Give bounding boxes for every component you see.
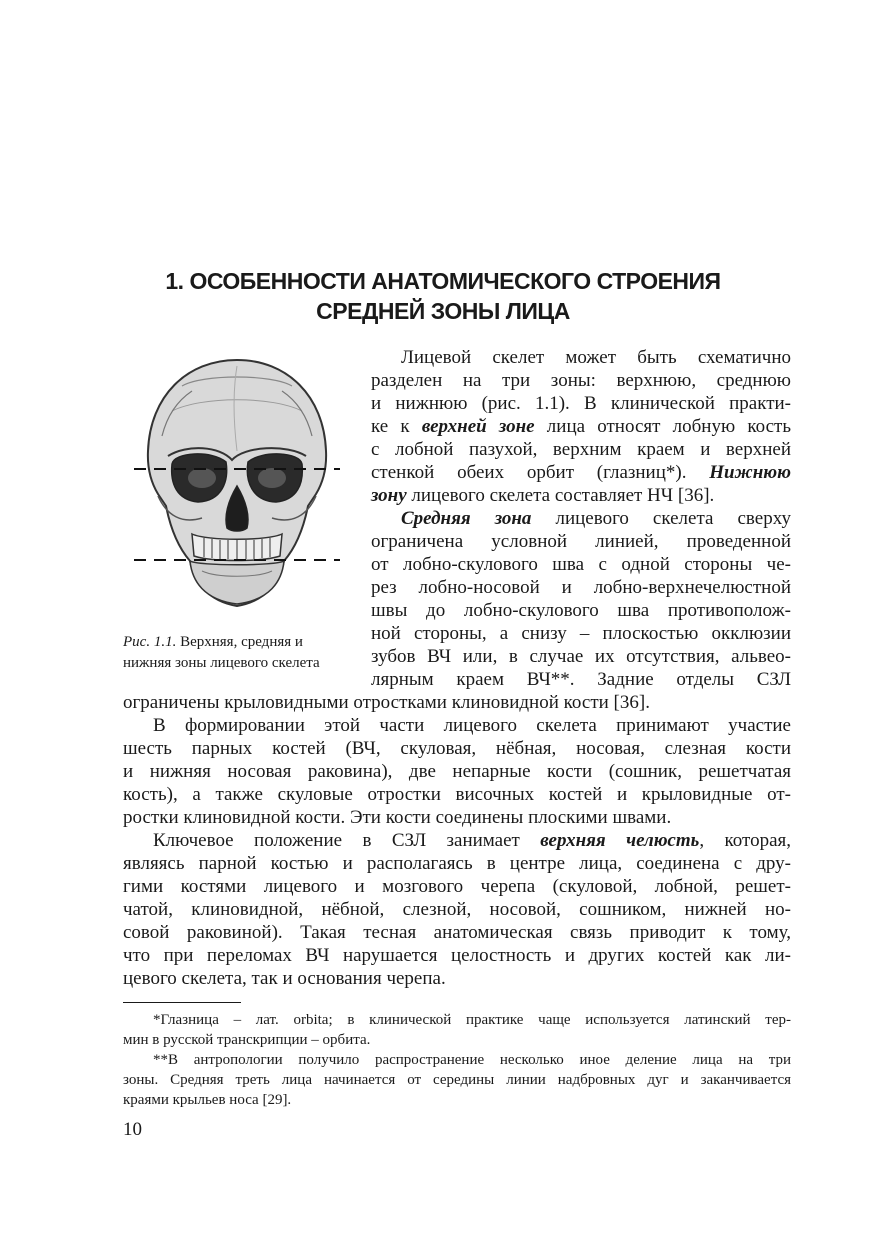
text-line: зубов ВЧ или, в случае их отсутствия, альвео- (371, 646, 791, 667)
text-line: ограничена условной линией, проведенной (371, 531, 791, 552)
text-line: ной стороны, а снизу – плоскостью окклюзии (371, 623, 791, 644)
term-maxilla: верхняя челюсть (540, 830, 700, 851)
text-line: что при переломах ВЧ нарушается целостность и других костей как ли- (123, 945, 791, 966)
text-line: являясь парной костью и располагаясь в центре лица, соединена с дру- (123, 853, 791, 874)
text-line: рез лобно-носовой и лобно-верхнечелюстной (371, 577, 791, 598)
text-line: В формировании этой части лицевого скелета принимают участие (153, 715, 791, 736)
chapter-title-line1: 1. ОСОБЕННОСТИ АНАТОМИЧЕСКОГО СТРОЕНИЯ (165, 268, 721, 294)
text-line: цевого скелета, так и основания черепа. (123, 968, 446, 989)
term-upper-zone: верхней зоне (421, 416, 535, 437)
text-line: стенкой обеих орбит (глазниц*). Нижнюю (371, 462, 791, 483)
text-line: и нижняя носовая раковина), две непарные кости (сошник, решетчатая (123, 761, 791, 782)
text-line: шесть парных костей (ВЧ, скуловая, нёбная, носовая, слезная кости (123, 738, 791, 759)
term-lower-zone: Нижнюю (709, 462, 791, 483)
text-line: лярным краем ВЧ**. Задние отделы СЗЛ (371, 669, 791, 690)
text-line: ростки клиновидной кости. Эти кости соединены плоскими швами. (123, 807, 672, 828)
footnote-line: краями крыльев носа [29]. (123, 1092, 292, 1108)
footnote-divider (123, 1002, 241, 1003)
text-line: ограничены крыловидными отростками клиновидной кости [36]. (123, 692, 650, 713)
text-line: Средняя зона лицевого скелета сверху (401, 508, 791, 529)
footnote-line: мин в русской транскрипции – орбита. (123, 1032, 371, 1048)
skull-figure (132, 356, 342, 618)
figure-caption (123, 632, 349, 674)
chapter-title-line2: СРЕДНЕЙ ЗОНЫ ЛИЦА (316, 298, 570, 324)
caption-text-1: Верхняя, средняя и (176, 634, 303, 650)
text-line: Ключевое положение в СЗЛ занимает верхняя челюсть, которая, (153, 830, 791, 851)
text-line: чатой, клиновидной, нёбной, слезной, носовой, сошником, нижней но- (123, 899, 791, 920)
term-middle-zone: Средняя зона (401, 508, 532, 529)
skull-illustration-icon (132, 356, 342, 618)
text-line: гими костями лицевого и мозгового черепа (скуловой, лобной, решет- (123, 876, 791, 897)
text-line: разделен на три зоны: верхнюю, среднюю (371, 370, 791, 391)
text-line: ке к верхней зоне лица относят лобную кость (371, 416, 791, 437)
footnote-line: зоны. Средняя треть лица начинается от середины линии надбровных дуг и заканчивается (123, 1072, 791, 1088)
text-line: совой раковиной). Такая тесная анатомическая связь приводит к тому, (123, 922, 791, 943)
text-line: швы до лобно-скулового шва противополож- (371, 600, 791, 621)
footnote-line: **В антропологии получило распространение несколько иное деление лица на три (153, 1052, 791, 1068)
page-number: 10 (123, 1119, 142, 1140)
figure-label: Рис. 1.1. (123, 634, 177, 650)
text-line: с лобной пазухой, верхним краем и верхней (371, 439, 791, 460)
text-line: кость), а также скуловые отростки височных костей и крыловидные от- (123, 784, 791, 805)
text-line: Лицевой скелет может быть схематично (401, 347, 791, 368)
text-line: от лобно-скулового шва с одной стороны че- (371, 554, 791, 575)
footnote-line: *Глазница – лат. orbita; в клинической практике чаще используется латинский тер- (153, 1012, 791, 1028)
text-line: и нижнюю (рис. 1.1). В клинической практи- (371, 393, 791, 414)
text-line: зону лицевого скелета составляет НЧ [36]. (371, 485, 715, 506)
caption-text-2: нижняя зоны лицевого скелета (123, 655, 320, 671)
